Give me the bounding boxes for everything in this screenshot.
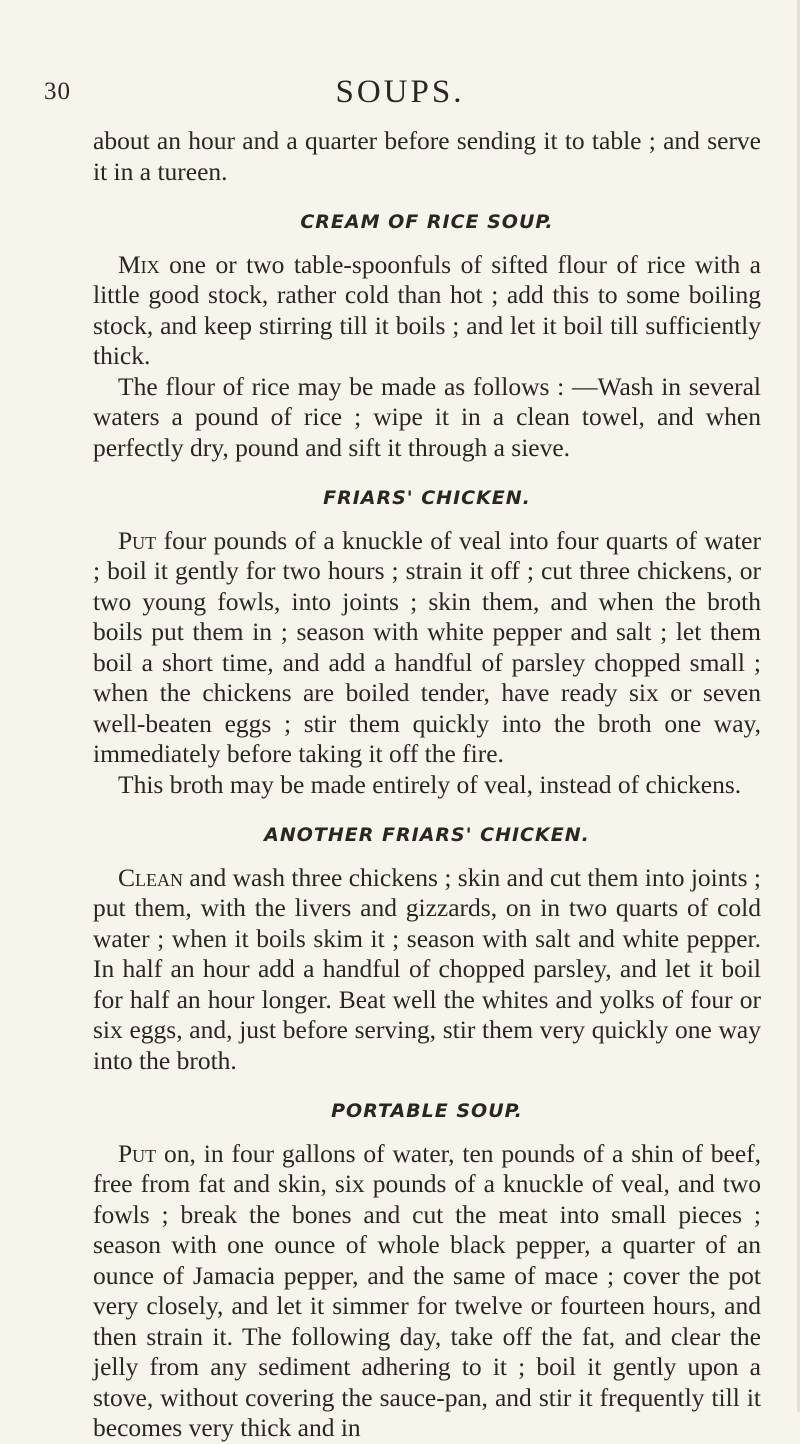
paragraph-text: four pounds of a knuckle of veal into four quarts of water ; boil it gently for two hours ; strain it off ; cut three chickens, or two young fowls, into joints ; skin them, and when the broth boils put them in ; season with white pepper and salt ; let them boil a short time, and add a handful of parsley chopped small ; when the chickens are boiled tender, have ready six or seven well-beaten eggs ; stir them quickly into the broth one way, immediately before taking it off the fire. [93,525,761,768]
recipe-paragraph [93,250,761,372]
lead-word: Mix [118,249,160,279]
recipe-title-friars-chicken: FRIARS' CHICKEN. [323,487,531,509]
lead-word: Clean [118,862,183,892]
recipe-title-another-friars-chicken: ANOTHER FRIARS' CHICKEN. [264,824,590,846]
paragraph-text: and wash three chickens ; skin and cut them into joints ; put them, with the livers and gizzards, on in two quarts of cold water ; when it boils skim it ; season with salt and white pepper. In half an hour add a handful of chopped parsley, and let it boil for half an hour longer. Beat well the whites and yolks of four or six eggs, and, just before serving, stir them very quickly one way into the broth. [93,862,761,1075]
recipe-paragraph: This broth may be made entirely of veal, instead of chickens. [118,769,742,799]
running-title: SOUPS. [335,74,465,110]
recipe-paragraph [93,526,761,770]
paragraph-text: one or two table-spoonfuls of sifted flour of rice with a little good stock, rather cold than hot ; add this to some boiling stock, and keep stirring till it boils ; and let it boil till sufficiently thick. [93,249,761,370]
paragraph-text: on, in four gallons of water, ten pounds of a shin of beef, free from fat and skin, six pounds of a knuckle of veal, and two fowls ; break the bones and cut the meat into small pieces ; season with one ounce of whole black pepper, a quarter of an ounce of Jamacia pepper, and the same of mace ; cover the pot very closely, and let it simmer for twelve or fourteen hours, and then strain it. The following day, take off the fat, and clear the jelly from any sediment adhering to it ; boil it gently upon a stove, without covering the sauce-pan, and stir it frequently till it becomes very thick and in [93,1138,761,1442]
recipe-paragraph: The flour of rice may be made as follows : —Wash in several waters a pound of rice ; wipe it in a clean towel, and when perfectly dry, pound and sift it through a sieve. [93,371,761,462]
lead-word: Put [118,525,157,555]
recipe-title-portable-soup: PORTABLE SOUP. [331,1100,523,1122]
lead-word: Put [118,1138,157,1168]
recipe-title-cream-of-rice: CREAM OF RICE SOUP. [300,211,554,233]
continuation-paragraph: about an hour and a quarter before sending it to table ; and serve it in a tureen. [93,126,761,186]
page-number: 30 [44,78,71,105]
page-body [93,126,761,1444]
recipe-paragraph [93,863,761,1077]
recipe-paragraph [93,1139,761,1444]
